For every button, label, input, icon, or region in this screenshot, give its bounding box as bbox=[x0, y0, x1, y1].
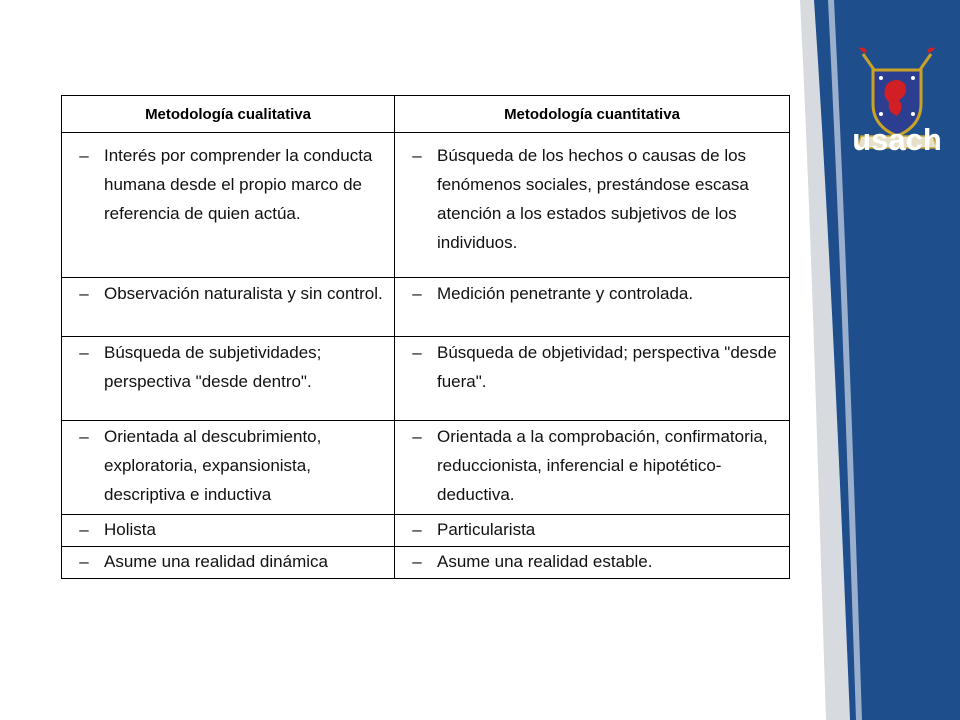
header-qualitative: Metodología cualitativa bbox=[62, 96, 395, 133]
comparison-table bbox=[61, 95, 790, 579]
table-row bbox=[62, 337, 790, 421]
bullet-dash: – bbox=[79, 552, 89, 571]
table-cell bbox=[62, 547, 395, 579]
cell-text: Búsqueda de objetividad; perspectiva "desde fuera". bbox=[437, 343, 777, 391]
table-row bbox=[62, 421, 790, 515]
table-cell bbox=[62, 421, 395, 515]
cell-text: Holista bbox=[104, 520, 156, 539]
table-cell bbox=[395, 421, 790, 515]
table-cell bbox=[395, 515, 790, 547]
bullet-dash: – bbox=[412, 427, 422, 446]
table-cell bbox=[62, 515, 395, 547]
cell-text: Medición penetrante y controlada. bbox=[437, 284, 694, 303]
cell-text: Orientada a la comprobación, confirmatoria, reduccionista, inferencial e hipotético-deductiva. bbox=[437, 427, 768, 504]
cell-text: Orientada al descubrimiento, exploratoria, expansionista, descriptiva e inductiva bbox=[104, 427, 322, 504]
table-cell bbox=[62, 337, 395, 421]
bullet-dash: – bbox=[412, 520, 422, 539]
table-row bbox=[62, 515, 790, 547]
bullet-dash: – bbox=[79, 520, 89, 539]
bullet-dash: – bbox=[79, 284, 89, 303]
bullet-dash: – bbox=[412, 146, 422, 165]
table-cell bbox=[62, 278, 395, 337]
header-quantitative: Metodología cuantitativa bbox=[395, 96, 790, 133]
bullet-dash: – bbox=[412, 343, 422, 362]
bullet-dash: – bbox=[79, 343, 89, 362]
university-crest-icon bbox=[843, 14, 951, 184]
table-cell bbox=[395, 278, 790, 337]
bullet-dash: – bbox=[79, 427, 89, 446]
cell-text: Observación naturalista y sin control. bbox=[104, 284, 383, 303]
table-row bbox=[62, 547, 790, 579]
table-row bbox=[62, 278, 790, 337]
bullet-dash: – bbox=[412, 552, 422, 571]
cell-text: Búsqueda de subjetividades; perspectiva "desde dentro". bbox=[104, 343, 322, 391]
table-row bbox=[62, 133, 790, 278]
bullet-dash: – bbox=[412, 284, 422, 303]
table-cell bbox=[62, 133, 395, 278]
table-cell bbox=[395, 133, 790, 278]
cell-text: Asume una realidad dinámica bbox=[104, 552, 328, 571]
cell-text: Asume una realidad estable. bbox=[437, 552, 653, 571]
cell-text: Interés por comprender la conducta humana desde el propio marco de referencia de quien actúa. bbox=[104, 146, 373, 223]
cell-text: Particularista bbox=[437, 520, 536, 539]
table-header-row bbox=[62, 96, 790, 133]
cell-text: Búsqueda de los hechos o causas de los fenómenos sociales, prestándose escasa atención a los estados subjetivos de los individuos. bbox=[437, 146, 749, 252]
brand-name: usach bbox=[852, 122, 942, 157]
table-cell bbox=[395, 337, 790, 421]
bullet-dash: – bbox=[79, 146, 89, 165]
table-cell bbox=[395, 547, 790, 579]
